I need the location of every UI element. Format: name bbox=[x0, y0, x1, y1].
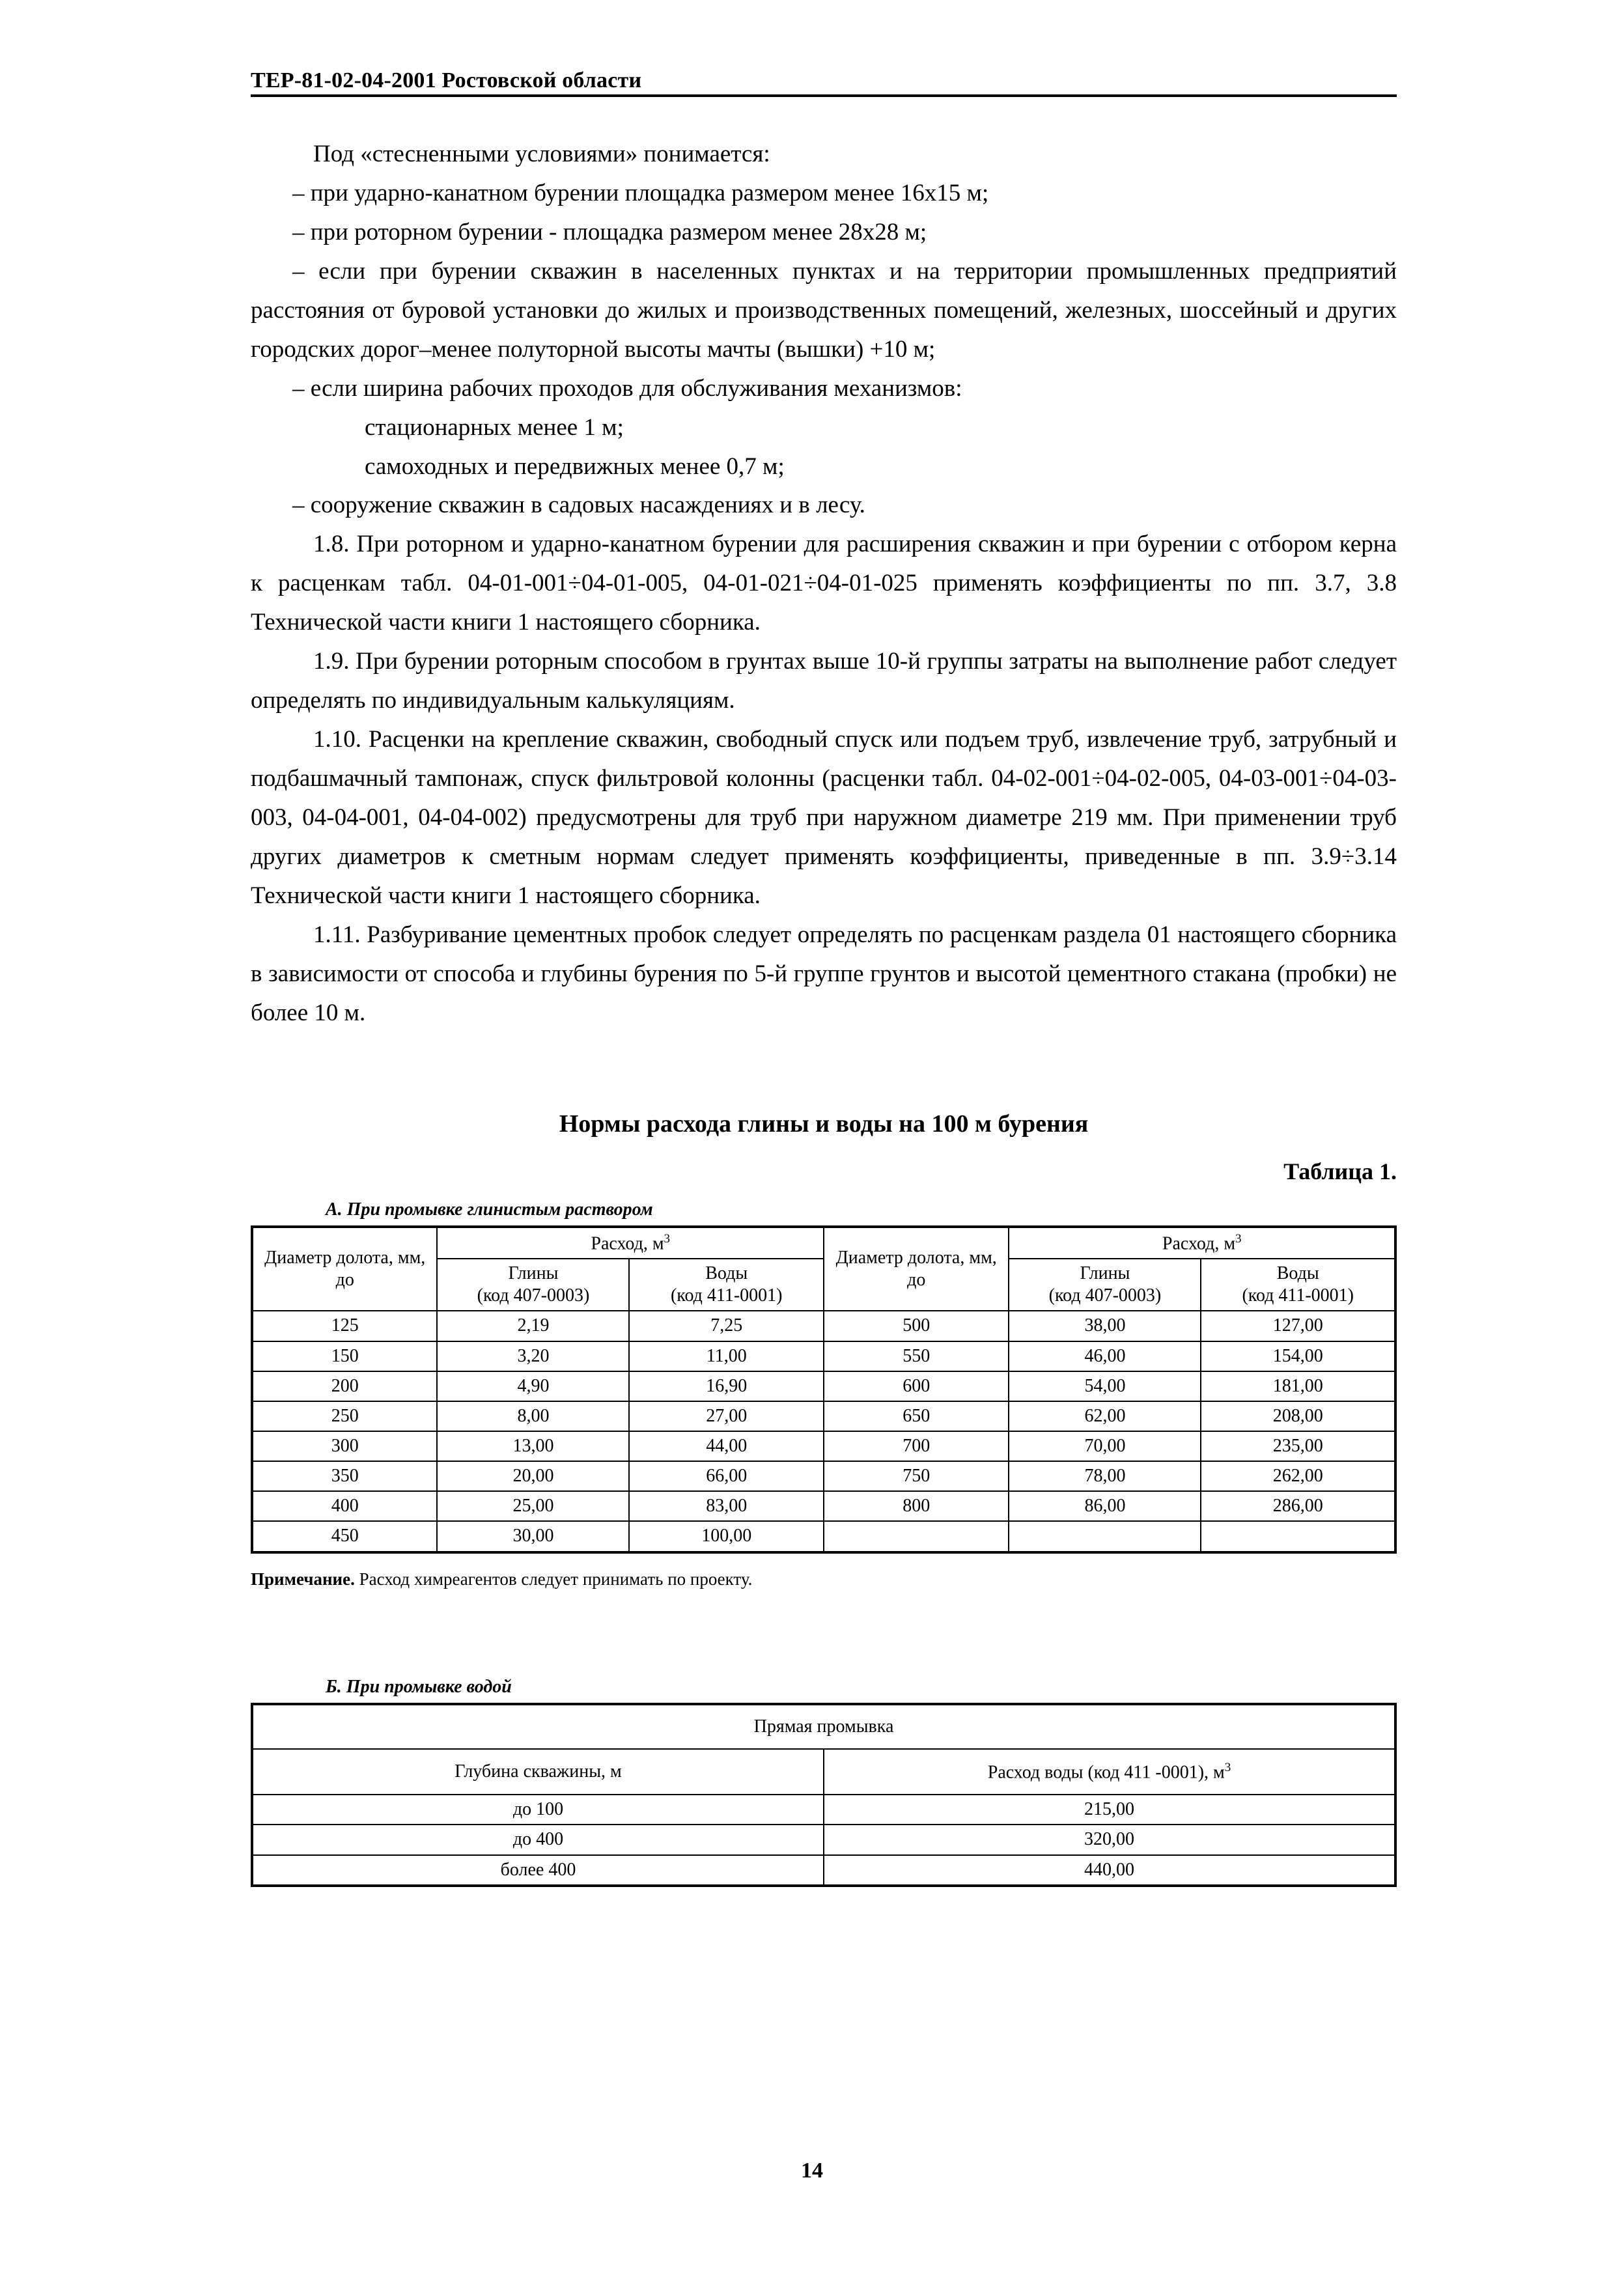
cell-clay-right: 78,00 bbox=[1009, 1461, 1201, 1491]
header-direct-flush: Прямая промывка bbox=[252, 1704, 1395, 1749]
bullet-impact-drilling: – при ударно-канатном бурении площадка размером менее 16х15 м; bbox=[292, 179, 989, 206]
sub-item-stationary: стационарных менее 1 м; bbox=[365, 413, 624, 441]
header-water-right: Воды (код 411-0001) bbox=[1201, 1259, 1395, 1311]
table-row bbox=[252, 1371, 1395, 1401]
table-number-label: Таблица 1. bbox=[1283, 1158, 1397, 1184]
cell-water-left: 83,00 bbox=[629, 1491, 824, 1521]
cell-water-right bbox=[1201, 1521, 1395, 1552]
cell-water-right: 181,00 bbox=[1201, 1371, 1395, 1401]
note-text: Расход химреагентов следует принимать по проекту. bbox=[359, 1569, 753, 1589]
note-label: Примечание. bbox=[251, 1569, 355, 1589]
cell-water-left: 7,25 bbox=[629, 1311, 824, 1341]
cell-diameter-right: 800 bbox=[824, 1491, 1009, 1521]
cell-water: 215,00 bbox=[824, 1795, 1395, 1825]
cell-water-right: 286,00 bbox=[1201, 1491, 1395, 1521]
page-content bbox=[251, 68, 1397, 1887]
cell-water-left: 44,00 bbox=[629, 1431, 824, 1461]
cell-depth: до 100 bbox=[252, 1795, 824, 1825]
cell-diameter-left: 200 bbox=[252, 1371, 437, 1401]
table-header-row-top bbox=[252, 1227, 1395, 1259]
table-clay-solution bbox=[251, 1225, 1397, 1554]
header-consumption-left: Расход, $м^3$ bbox=[437, 1227, 824, 1259]
cell-clay-right: 54,00 bbox=[1009, 1371, 1201, 1401]
running-header bbox=[251, 68, 1397, 97]
header-consumption-right: Расход, $м^3$ bbox=[1009, 1227, 1395, 1259]
table2-header-span-row bbox=[252, 1704, 1395, 1749]
bullet-rotary-drilling: – при роторном бурении - площадка размером менее 28х28 м; bbox=[292, 218, 927, 245]
cell-water: 440,00 bbox=[824, 1855, 1395, 1886]
cell-clay-left: 30,00 bbox=[437, 1521, 629, 1552]
cell-diameter-right: 700 bbox=[824, 1431, 1009, 1461]
table-row bbox=[252, 1401, 1395, 1431]
cell-water-left: 16,90 bbox=[629, 1371, 824, 1401]
cell-clay-right: 86,00 bbox=[1009, 1491, 1201, 1521]
table-water-flush bbox=[251, 1703, 1397, 1887]
bullet-garden-wells: – сооружение скважин в садовых насаждениях и в лесу. bbox=[292, 492, 865, 519]
cell-diameter-left: 350 bbox=[252, 1461, 437, 1491]
paragraph-1-8: 1.8. При роторном и ударно-канатном бурении для расширения скважин и при бурении с отбором керна к расценкам табл. 04-01-001÷04-01-005, 04-01-021÷04-01-025 применять коэффициенты по пп. 3.7, 3.8 Технической части книги 1 настоящего сборника. bbox=[251, 531, 1397, 636]
cell-water-right: 262,00 bbox=[1201, 1461, 1395, 1491]
paragraph-1-10: 1.10. Расценки на крепление скважин, свободный спуск или подъем труб, извлечение труб, затрубный и подбашмачный тампонаж, спуск фильтровой колонны (расценки табл. 04-02-001÷04-02-005, 04-03-001÷04-03-003, 04-04-001, 04-04-002) предусмотрены для труб при наружном диаметре 219 мм. При применении труб других диаметров к сметным нормам следует применять коэффициенты, приведенные в пп. 3.9÷3.14 Технической части книги 1 настоящего сборника. bbox=[251, 726, 1397, 909]
paragraph-1-11: 1.11. Разбуривание цементных пробок следует определять по расценкам раздела 01 настоящего сборника в зависимости от способа и глубины бурения по 5-й группе грунтов и высотой цементного стакана (пробки) не более 10 м. bbox=[251, 921, 1397, 1026]
header-clay-left: Глины (код 407-0003) bbox=[437, 1259, 629, 1311]
cell-diameter-left: 400 bbox=[252, 1491, 437, 1521]
table-row bbox=[252, 1491, 1395, 1521]
table-row bbox=[252, 1825, 1395, 1854]
cell-diameter-right bbox=[824, 1521, 1009, 1552]
header-water-consumption: Расход воды (код 411 -0001), $м^3$ bbox=[824, 1749, 1395, 1795]
cell-diameter-right: 750 bbox=[824, 1461, 1009, 1491]
cell-clay-left: 20,00 bbox=[437, 1461, 629, 1491]
paragraph-intro: Под «стесненными условиями» понимается: bbox=[313, 141, 770, 167]
cell-clay-right bbox=[1009, 1521, 1201, 1552]
page-number: 14 bbox=[801, 2159, 823, 2183]
body-text bbox=[251, 135, 1397, 1033]
table-row bbox=[252, 1855, 1395, 1886]
tables-title: Нормы расхода глины и воды на 100 м бурения bbox=[559, 1110, 1089, 1138]
cell-water-right: 154,00 bbox=[1201, 1341, 1395, 1371]
bullet-passage-width: – если ширина рабочих проходов для обслуживания механизмов: bbox=[292, 374, 962, 402]
table2-header-row bbox=[252, 1749, 1395, 1795]
cell-diameter-right: 500 bbox=[824, 1311, 1009, 1341]
cell-water-left: 66,00 bbox=[629, 1461, 824, 1491]
table-row bbox=[252, 1431, 1395, 1461]
cell-clay-left: 13,00 bbox=[437, 1431, 629, 1461]
cell-clay-left: 8,00 bbox=[437, 1401, 629, 1431]
cell-water-left: 11,00 bbox=[629, 1341, 824, 1371]
cell-water-left: 100,00 bbox=[629, 1521, 824, 1552]
cell-depth: более 400 bbox=[252, 1855, 824, 1886]
cell-diameter-left: 300 bbox=[252, 1431, 437, 1461]
sub-item-mobile: самоходных и передвижных менее 0,7 м; bbox=[365, 453, 785, 480]
section-spacer bbox=[251, 1589, 1397, 1662]
cell-water-right: 235,00 bbox=[1201, 1431, 1395, 1461]
table-row bbox=[252, 1311, 1395, 1341]
cell-clay-right: 62,00 bbox=[1009, 1401, 1201, 1431]
table-note bbox=[251, 1569, 1397, 1589]
header-consumption-left-sup: 3 bbox=[664, 1231, 671, 1246]
table-row bbox=[252, 1521, 1395, 1552]
table-row bbox=[252, 1341, 1395, 1371]
cell-diameter-left: 125 bbox=[252, 1311, 437, 1341]
cell-water: 320,00 bbox=[824, 1825, 1395, 1854]
paragraph-1-9: 1.9. При бурении роторным способом в грунтах выше 10-й группы затраты на выполнение работ следует определять по индивидуальным калькуляциям. bbox=[251, 648, 1397, 714]
section-a-label: А. При промывке глинистым раствором bbox=[326, 1199, 653, 1220]
cell-water-left: 27,00 bbox=[629, 1401, 824, 1431]
cell-water-right: 127,00 bbox=[1201, 1311, 1395, 1341]
section-b-label: Б. При промывке водой bbox=[326, 1676, 512, 1697]
header-diameter-left: Диаметр долота, мм, до bbox=[252, 1227, 437, 1311]
cell-clay-left: 2,19 bbox=[437, 1311, 629, 1341]
cell-diameter-right: 600 bbox=[824, 1371, 1009, 1401]
cell-clay-right: 46,00 bbox=[1009, 1341, 1201, 1371]
cell-clay-right: 38,00 bbox=[1009, 1311, 1201, 1341]
header-water-left: Воды (код 411-0001) bbox=[629, 1259, 824, 1311]
paragraph-territory: – если при бурении скважин в населенных пунктах и на территории промышленных предприятий расстояния от буровой установки до жилых и производственных помещений, железных, шоссейный и других городских дорог–менее полуторной высоты мачты (вышки) +10 м; bbox=[251, 257, 1397, 363]
cell-diameter-left: 450 bbox=[252, 1521, 437, 1552]
cell-depth: до 400 bbox=[252, 1825, 824, 1854]
header-clay-right: Глины (код 407-0003) bbox=[1009, 1259, 1201, 1311]
header-consumption-right-sup: 3 bbox=[1235, 1231, 1242, 1246]
header-water-consumption-sup: 3 bbox=[1224, 1760, 1231, 1774]
cell-clay-left: 3,20 bbox=[437, 1341, 629, 1371]
cell-clay-right: 70,00 bbox=[1009, 1431, 1201, 1461]
table-row bbox=[252, 1461, 1395, 1491]
cell-diameter-left: 250 bbox=[252, 1401, 437, 1431]
cell-clay-left: 25,00 bbox=[437, 1491, 629, 1521]
running-header-title: ТЕР-81-02-04-2001 Ростовской области bbox=[251, 68, 642, 92]
header-diameter-right: Диаметр долота, мм, до bbox=[824, 1227, 1009, 1311]
cell-water-right: 208,00 bbox=[1201, 1401, 1395, 1431]
cell-diameter-right: 650 bbox=[824, 1401, 1009, 1431]
cell-clay-left: 4,90 bbox=[437, 1371, 629, 1401]
cell-diameter-left: 150 bbox=[252, 1341, 437, 1371]
table-row bbox=[252, 1795, 1395, 1825]
cell-diameter-right: 550 bbox=[824, 1341, 1009, 1371]
header-well-depth: Глубина скважины, м bbox=[252, 1749, 824, 1795]
